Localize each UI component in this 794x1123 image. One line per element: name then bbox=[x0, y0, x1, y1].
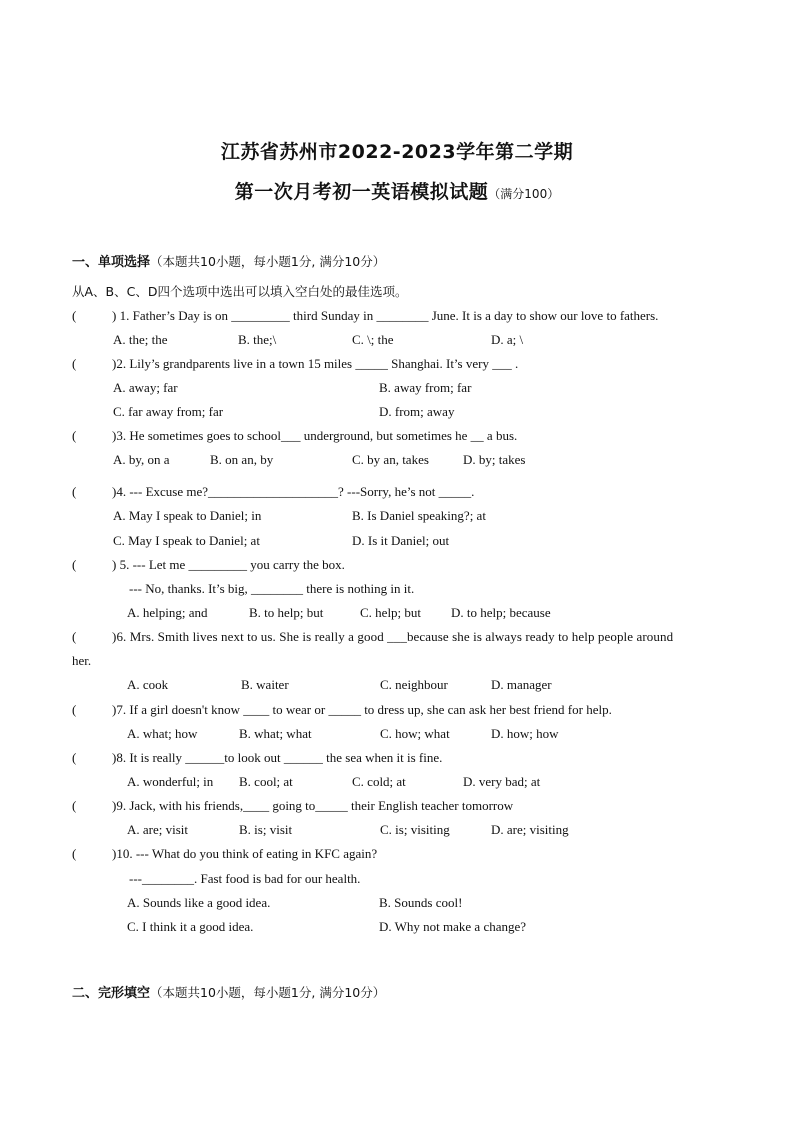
answer-paren-open: ( bbox=[72, 629, 77, 644]
option-a: A. the; the bbox=[113, 332, 168, 347]
option-c: C. \; the bbox=[352, 332, 394, 347]
option-c: C. I think it a good idea. bbox=[127, 919, 254, 934]
option-d: D. from; away bbox=[379, 404, 455, 419]
section-2-heading bbox=[72, 982, 385, 1001]
answer-paren-open: ( bbox=[72, 557, 77, 572]
section-1-title: 一、单项选择 bbox=[72, 255, 151, 270]
answer-paren-open: ( bbox=[72, 750, 77, 765]
answer-paren-close: ) bbox=[112, 629, 117, 644]
option-b: B. the;\ bbox=[238, 332, 277, 347]
option-d: D. a; \ bbox=[491, 332, 524, 347]
section-2-title: 二、完形填空 bbox=[72, 986, 151, 1001]
question-stem-line-2: her. bbox=[72, 653, 92, 668]
option-d: D. Why not make a change? bbox=[379, 919, 527, 934]
option-d: D. manager bbox=[491, 677, 552, 692]
answer-paren-open: ( bbox=[72, 484, 77, 499]
question-1 bbox=[72, 308, 658, 324]
option-b: B. on an, by bbox=[210, 452, 274, 467]
option-d: D. to help; because bbox=[451, 605, 551, 620]
question-4 bbox=[72, 484, 474, 500]
answer-paren-open: ( bbox=[72, 308, 77, 323]
option-a: A. by, on a bbox=[113, 452, 170, 467]
question-6 bbox=[72, 629, 673, 645]
question-8 bbox=[72, 750, 442, 766]
option-b: B. Is Daniel speaking?; at bbox=[352, 508, 486, 523]
option-c: C. by an, takes bbox=[352, 452, 429, 467]
answer-paren-close: ) bbox=[112, 557, 117, 572]
answer-paren-close: ) bbox=[112, 798, 117, 813]
answer-paren-close: ) bbox=[112, 702, 117, 717]
answer-paren-open: ( bbox=[72, 846, 77, 861]
option-d: D. by; takes bbox=[463, 452, 526, 467]
answer-paren-open: ( bbox=[72, 702, 77, 717]
section-1-instruction: 从A、B、C、D四个选项中选出可以填入空白处的最佳选项。 bbox=[72, 284, 408, 299]
question-stem: 1. Father’s Day is on _________ third Sunday in ________ June. It is a day to show our love to fathers. bbox=[116, 308, 659, 323]
option-c: C. neighbour bbox=[380, 677, 448, 692]
option-c: C. far away from; far bbox=[113, 404, 224, 419]
answer-paren-close: ) bbox=[112, 356, 117, 371]
question-stem-line-2: ---________. Fast food is bad for our health. bbox=[129, 871, 361, 886]
option-b: B. waiter bbox=[241, 677, 289, 692]
option-c: C. cold; at bbox=[352, 774, 406, 789]
option-d: D. very bad; at bbox=[463, 774, 541, 789]
question-stem: 7. If a girl doesn't know ____ to wear or _____ to dress up, she can ask her best friend for help. bbox=[116, 702, 612, 717]
option-a: A. wonderful; in bbox=[127, 774, 214, 789]
section-2-sub: （本题共10小题，每小题1分, 满分10分） bbox=[150, 985, 386, 1000]
answer-paren-close: ) bbox=[112, 484, 117, 499]
option-a: A. helping; and bbox=[127, 605, 208, 620]
answer-paren-open: ( bbox=[72, 428, 77, 443]
option-b: B. away from; far bbox=[379, 380, 472, 395]
question-stem: 5. --- Let me _________ you carry the box. bbox=[116, 557, 345, 572]
option-d: D. how; how bbox=[491, 726, 559, 741]
option-a: A. May I speak to Daniel; in bbox=[113, 508, 262, 523]
question-stem: 4. --- Excuse me?____________________? ---Sorry, he’s not _____. bbox=[116, 484, 475, 499]
question-10 bbox=[72, 846, 377, 862]
question-stem-line-2: --- No, thanks. It’s big, ________ there is nothing in it. bbox=[129, 581, 415, 596]
option-b: B. is; visit bbox=[239, 822, 293, 837]
option-a: A. away; far bbox=[113, 380, 178, 395]
question-7 bbox=[72, 702, 612, 718]
option-c: C. May I speak to Daniel; at bbox=[113, 533, 260, 548]
option-a: A. cook bbox=[127, 677, 169, 692]
question-stem: 6. Mrs. Smith lives next to us. She is really a good ___because she is always ready to help people around bbox=[116, 629, 674, 644]
option-b: B. cool; at bbox=[239, 774, 293, 789]
answer-paren-open: ( bbox=[72, 798, 77, 813]
question-3 bbox=[72, 428, 517, 444]
question-stem: 9. Jack, with his friends,____ going to_____ their English teacher tomorrow bbox=[116, 798, 514, 813]
option-a: A. what; how bbox=[127, 726, 198, 741]
answer-paren-close: ) bbox=[112, 846, 117, 861]
option-a: A. are; visit bbox=[127, 822, 189, 837]
question-stem: 10. --- What do you think of eating in KFC again? bbox=[116, 846, 378, 861]
option-a: A. Sounds like a good idea. bbox=[127, 895, 271, 910]
answer-paren-open: ( bbox=[72, 356, 77, 371]
option-d: D. Is it Daniel; out bbox=[352, 533, 450, 548]
exam-title: 江苏省苏州市2022-2023学年第二学期 bbox=[220, 141, 574, 163]
full-score-note: （满分100） bbox=[488, 187, 560, 201]
answer-paren-close: ) bbox=[112, 750, 117, 765]
option-c: C. help; but bbox=[360, 605, 422, 620]
question-5 bbox=[72, 557, 345, 573]
option-c: C. is; visiting bbox=[380, 822, 450, 837]
option-b: B. what; what bbox=[239, 726, 312, 741]
section-1-sub: （本题共10小题，每小题1分, 满分10分） bbox=[150, 254, 386, 269]
question-stem: 2. Lily’s grandparents live in a town 15 miles _____ Shanghai. It’s very ___ . bbox=[116, 356, 519, 371]
question-stem: 8. It is really ______to look out ______ the sea when it is fine. bbox=[116, 750, 443, 765]
exam-subtitle bbox=[0, 177, 794, 204]
exam-subtitle-text: 第一次月考初一英语模拟试题 bbox=[234, 181, 489, 203]
option-b: B. to help; but bbox=[249, 605, 324, 620]
option-d: D. are; visiting bbox=[491, 822, 569, 837]
section-1-heading bbox=[72, 251, 385, 270]
question-2 bbox=[72, 356, 518, 372]
option-b: B. Sounds cool! bbox=[379, 895, 463, 910]
option-c: C. how; what bbox=[380, 726, 450, 741]
question-stem: 3. He sometimes goes to school___ underground, but sometimes he __ a bus. bbox=[116, 428, 518, 443]
question-9 bbox=[72, 798, 513, 814]
answer-paren-close: ) bbox=[112, 308, 117, 323]
answer-paren-close: ) bbox=[112, 428, 117, 443]
